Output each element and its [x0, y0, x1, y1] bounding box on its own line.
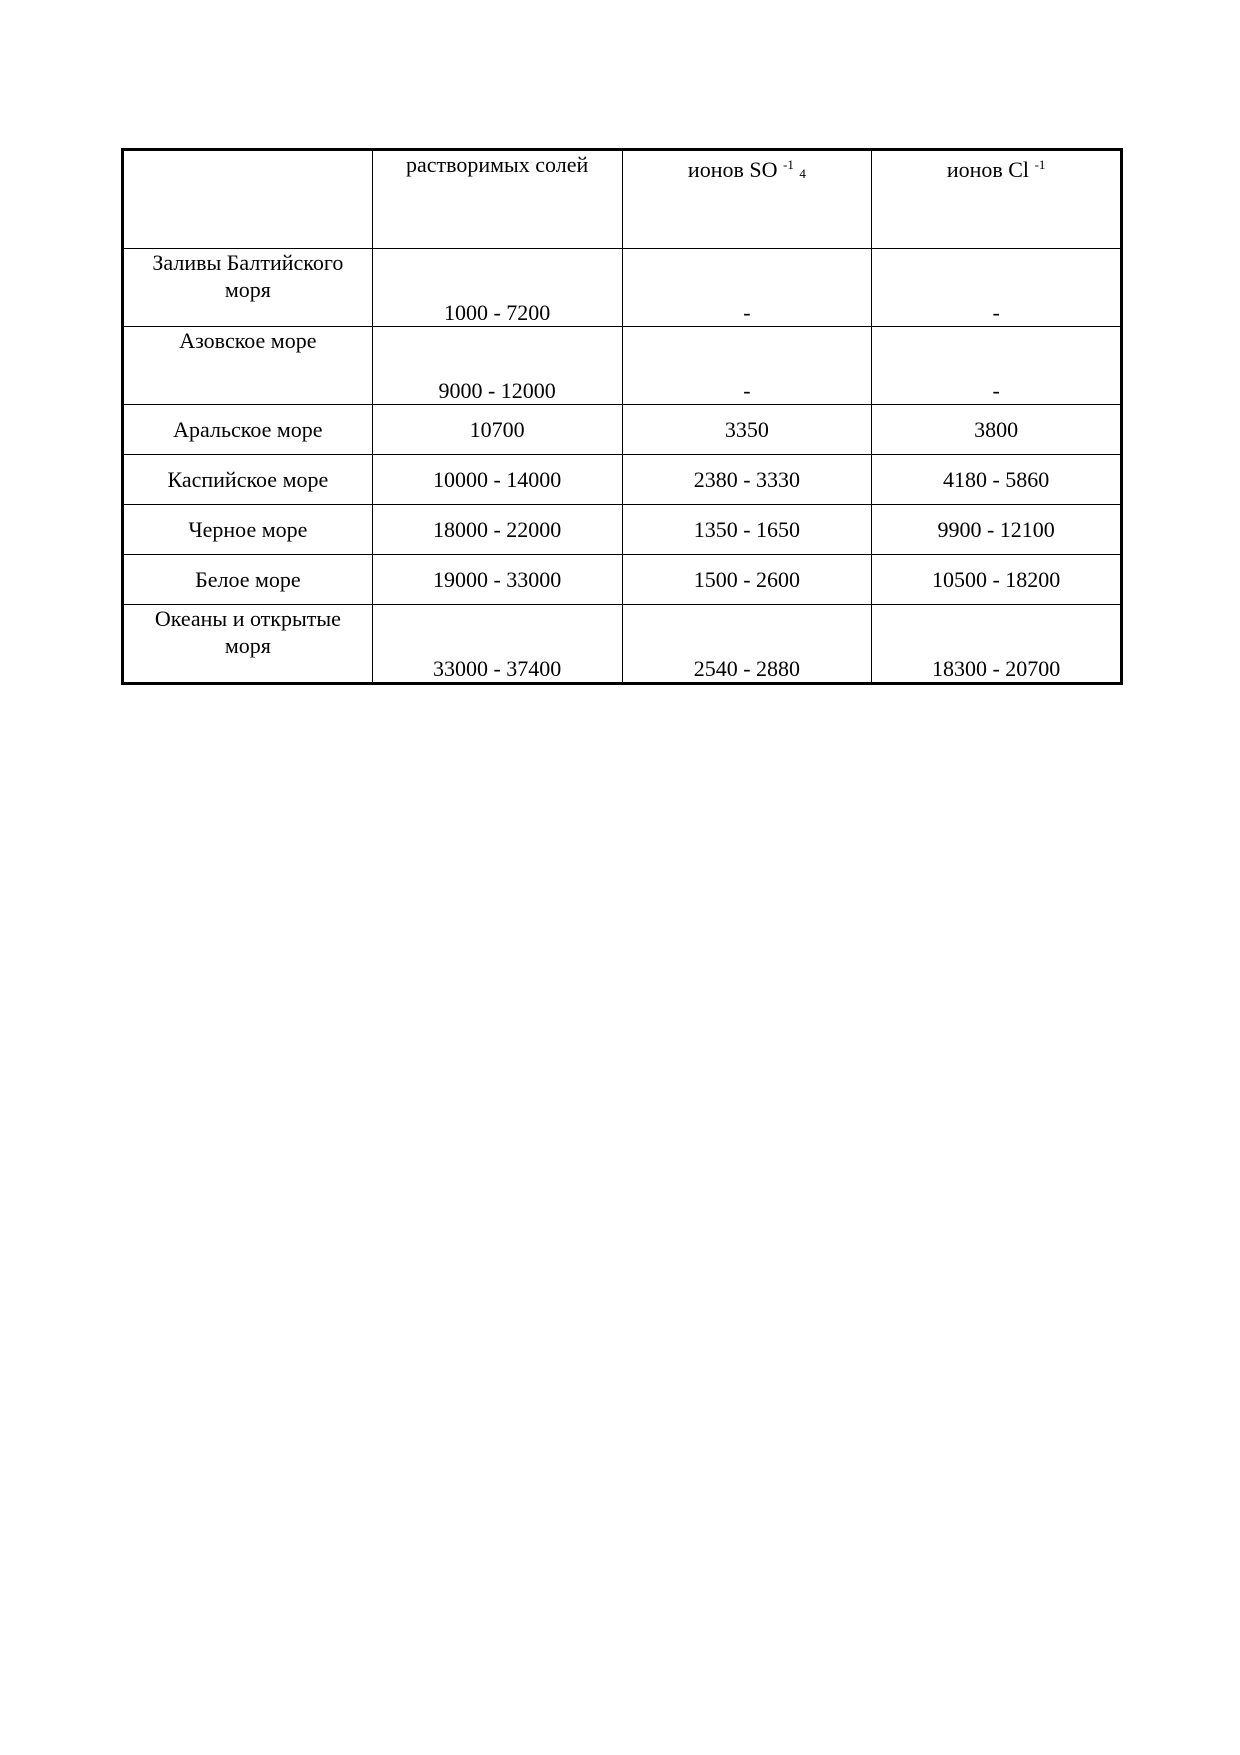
header-so4-base: ионов SO: [687, 157, 778, 182]
row-so4: 2540 - 2880: [622, 605, 872, 684]
row-soluble-salts: 1000 - 7200: [372, 249, 622, 327]
table-row: [123, 249, 1122, 327]
table-header-row: [123, 150, 1122, 249]
row-name: Океаны и открытые моря: [123, 605, 373, 684]
row-cl: -: [872, 327, 1122, 405]
row-cl: -: [872, 249, 1122, 327]
salinity-table: [121, 148, 1123, 685]
row-name: Азовское море: [123, 327, 373, 405]
header-cell-cl-ions: [872, 150, 1122, 249]
row-name: Белое море: [123, 555, 373, 605]
row-so4: 3350: [622, 405, 872, 455]
header-so4-charge: -1: [782, 157, 794, 172]
row-name: Каспийское море: [123, 455, 373, 505]
row-soluble-salts: 10000 - 14000: [372, 455, 622, 505]
header-cell-so4-ions: [622, 150, 872, 249]
row-so4: -: [622, 249, 872, 327]
row-so4: -: [622, 327, 872, 405]
table-row: [123, 405, 1122, 455]
row-so4: 1350 - 1650: [622, 505, 872, 555]
row-cl: 18300 - 20700: [872, 605, 1122, 684]
row-soluble-salts: 9000 - 12000: [372, 327, 622, 405]
row-so4: 1500 - 2600: [622, 555, 872, 605]
header-cl-base: ионов Cl: [946, 157, 1030, 182]
row-name: Заливы Балтийского моря: [123, 249, 373, 327]
row-soluble-salts: 19000 - 33000: [372, 555, 622, 605]
row-soluble-salts: 33000 - 37400: [372, 605, 622, 684]
row-cl: 4180 - 5860: [872, 455, 1122, 505]
row-soluble-salts: 10700: [372, 405, 622, 455]
table-row: [123, 505, 1122, 555]
table-row: [123, 605, 1122, 684]
header-so4-index: 4: [799, 166, 806, 181]
row-cl: 10500 - 18200: [872, 555, 1122, 605]
row-so4: 2380 - 3330: [622, 455, 872, 505]
header-cl-charge: -1: [1034, 157, 1046, 172]
row-soluble-salts: 18000 - 22000: [372, 505, 622, 555]
row-name: Черное море: [123, 505, 373, 555]
table-row: [123, 455, 1122, 505]
row-cl: 9900 - 12100: [872, 505, 1122, 555]
row-cl: 3800: [872, 405, 1122, 455]
table-row: [123, 555, 1122, 605]
table-row: [123, 327, 1122, 405]
header-cell-soluble-salts: растворимых солей: [372, 150, 622, 249]
header-cell-empty: [123, 150, 373, 249]
row-name: Аральское море: [123, 405, 373, 455]
